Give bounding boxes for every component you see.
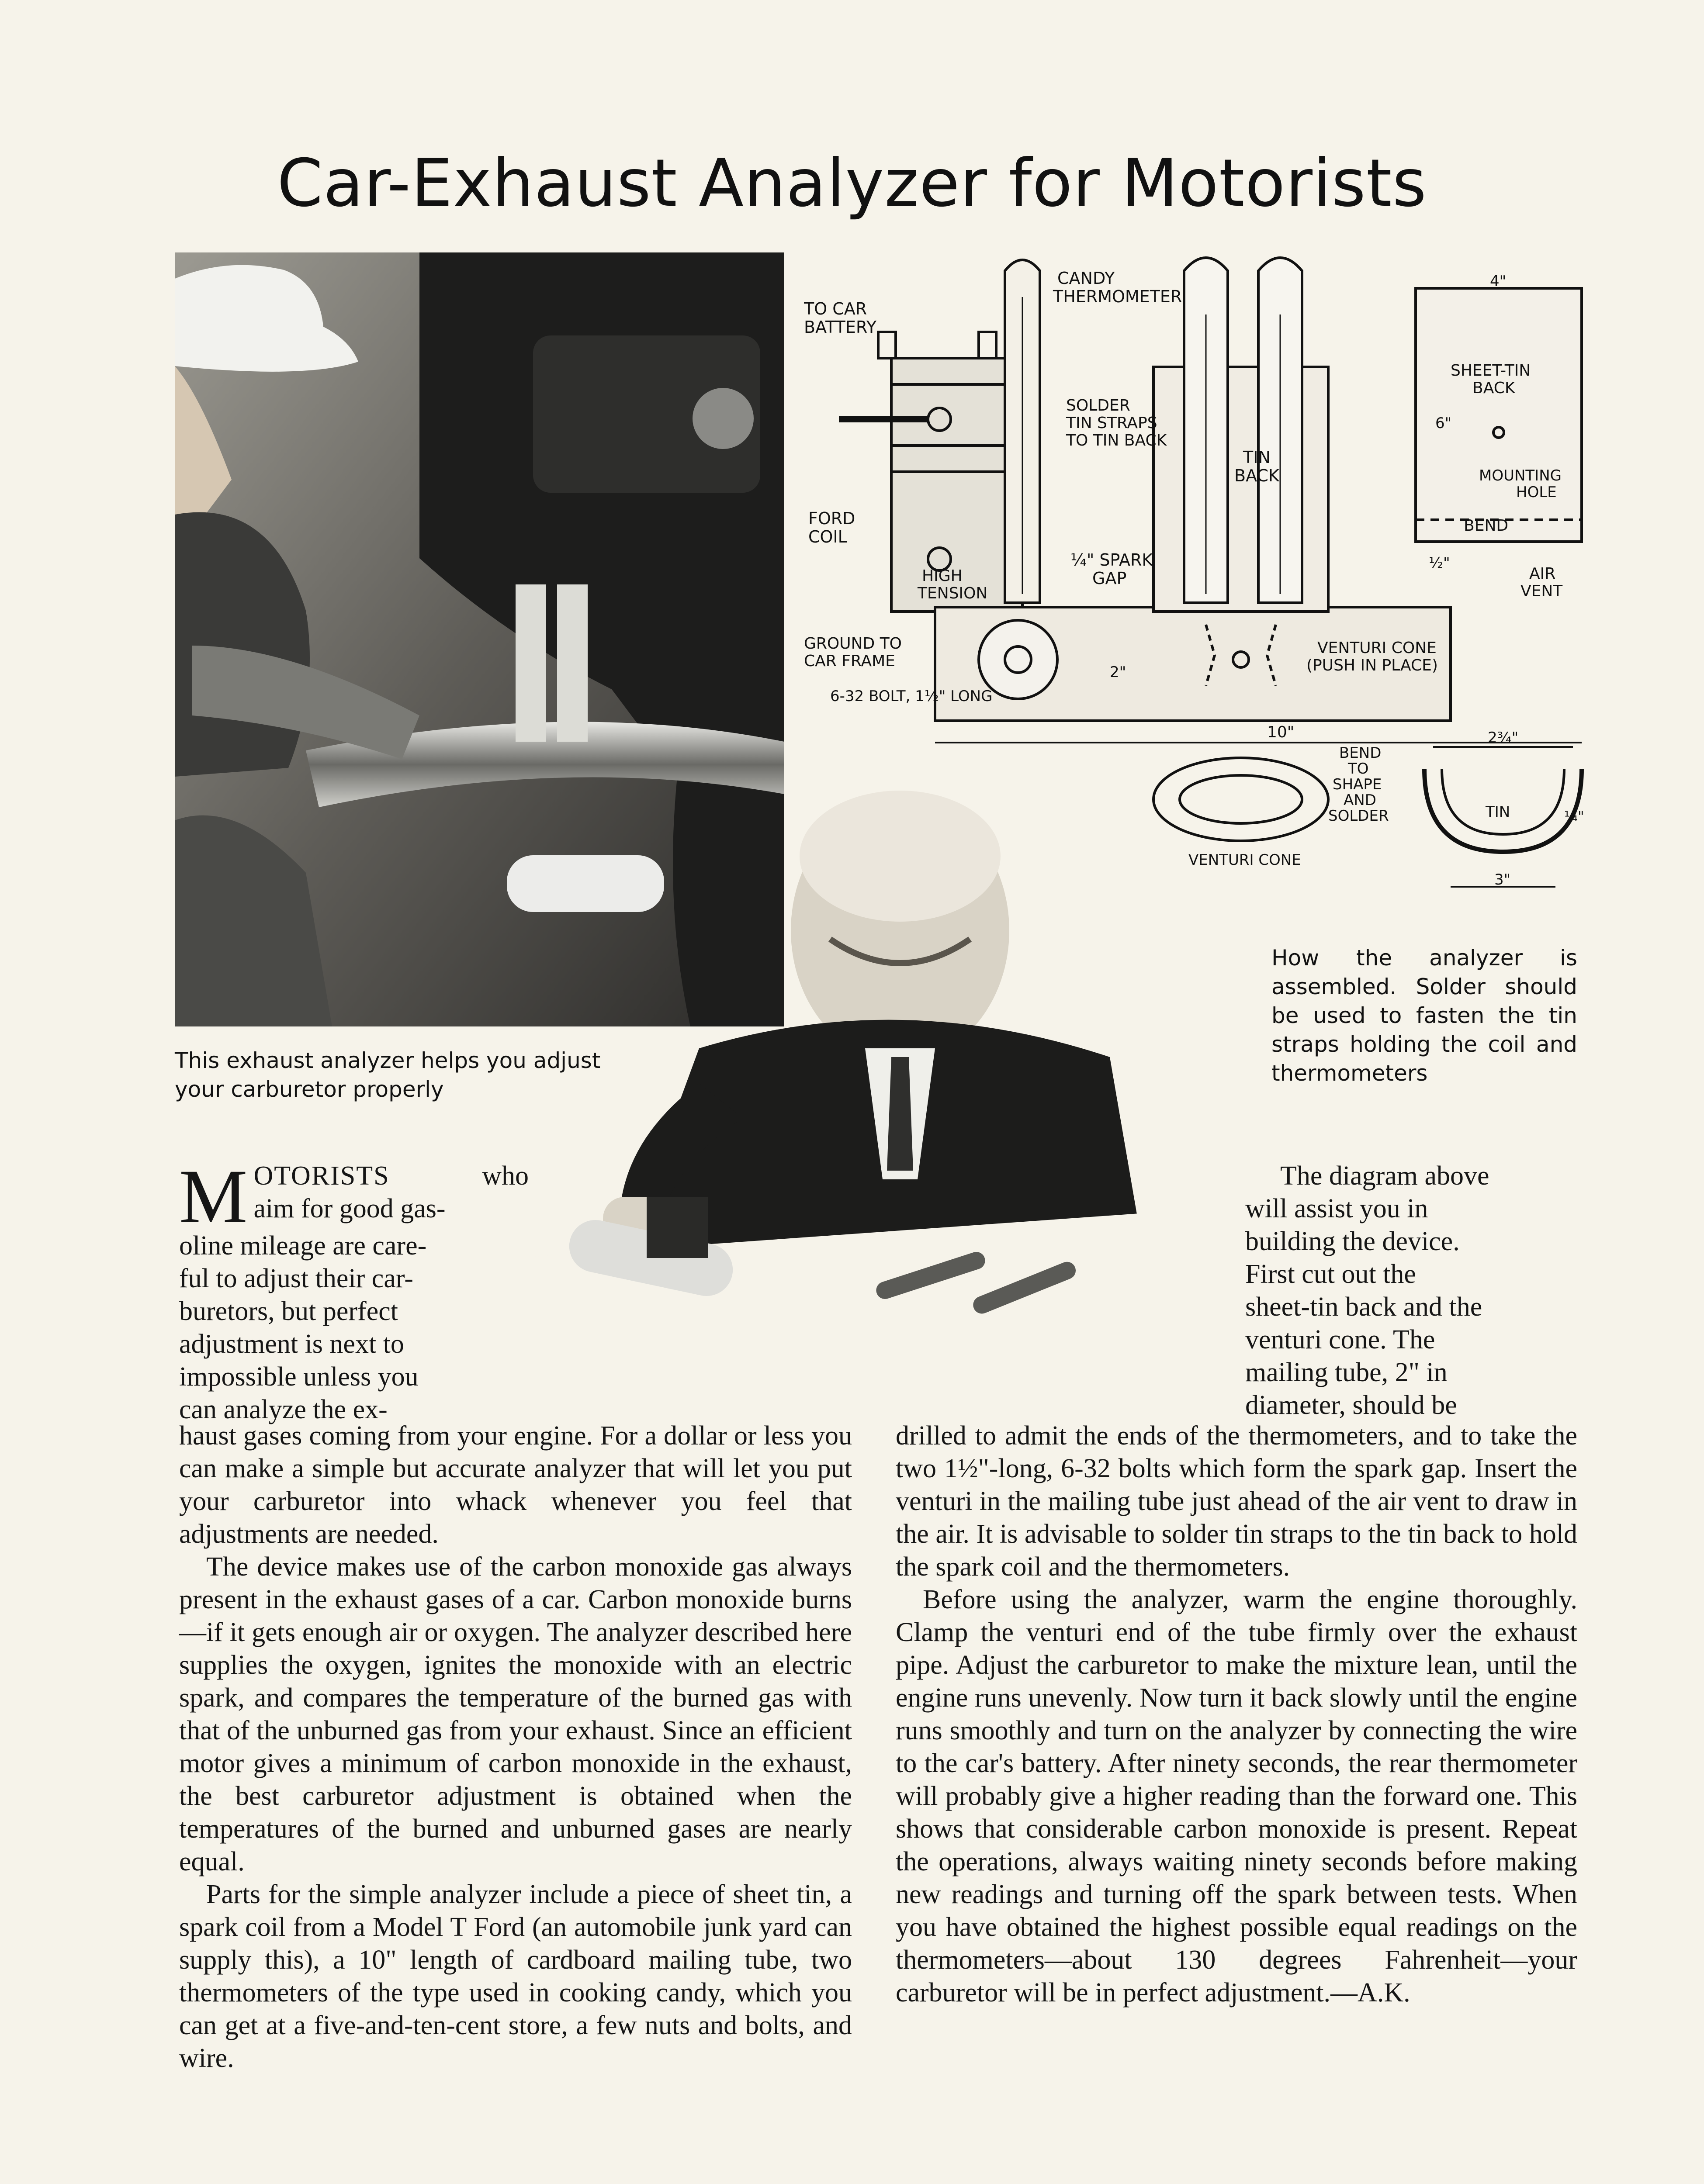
article-paragraph-1-rest: haust gases coming from your engine. For a dollar or less you can make a simple but accurate analyzer that will let you put your carburetor into whack whenever you feel that adjustments are needed.: [179, 1421, 852, 1549]
dim-quarter-inch: ¼": [1564, 808, 1584, 825]
label-venturi-cone: VENTURI CONE: [1188, 851, 1301, 869]
label-ford-coil: FORD COIL: [808, 509, 855, 546]
dim-two-three-quarter: 2¾": [1488, 729, 1519, 746]
assembly-diagram: [804, 245, 1590, 909]
dim-three-inch: 3": [1494, 871, 1511, 888]
article-paragraph-3: Parts for the simple analyzer include a piece of sheet tin, a spark coil from a Model T Ford (an automobile junk yard can supply this), a 10" length of cardboard mailing tube, two thermometers of the type used in cooking candy, which you can get at a five-and-ten-cent store, a few nuts and bolts, and wire.: [179, 1880, 852, 2073]
article-title: Car-Exhaust Analyzer for Motorists: [277, 145, 1427, 221]
lead-word: OTORISTS: [253, 1161, 390, 1191]
label-air-vent: AIR VENT: [1520, 565, 1563, 600]
diagram-caption: How the analyzer is assembled. Solder should be used to fasten the tin straps holding the coil and thermometers: [1271, 945, 1577, 1086]
article-column-right: [896, 1420, 1577, 2009]
article-paragraph-4-rest: drilled to admit the ends of the thermometers, and to take the two 1½"-long, 6-32 bolts which form the spark gap. Insert the venturi in the mailing tube just ahead of the air vent to draw in the air. It is advisable to solder tin straps to the tin back to hold the spark coil and the thermometers.: [896, 1421, 1577, 1582]
article-column-left: [179, 1420, 852, 2075]
label-candy-thermometer: CANDY THERMOMETER: [1053, 269, 1182, 306]
label-sheet-tin-back: SHEET-TIN BACK: [1451, 362, 1531, 397]
label-to-car-battery: TO CAR BATTERY: [804, 299, 877, 337]
label-tin: TIN: [1486, 803, 1510, 821]
dim-ten-inch: 10": [1267, 723, 1295, 741]
dim-half-inch: ½": [1429, 554, 1450, 572]
article-paragraph-4-wrapped: The diagram above will assist you in building the device. First cut out the sheet-tin back and the venturi cone. The mailing tube, 2" in diameter, should be: [1245, 1161, 1489, 1420]
article-paragraph-5: Before using the analyzer, warm the engine thoroughly. Clamp the venturi end of the tube firmly over the exhaust pipe. Adjust the carburetor to make the mixture lean, until the engine runs unevenly. Now turn it back slowly until the engine runs smoothly and turn on the analyzer by connecting the wire to the car's battery. After ninety seconds, the rear thermometer will probably give a higher reading than the forward one. This shows that considerable carbon monoxide is present. Repeat the operations, always waiting ninety seconds before making new readings and turning off the spark between tests. When you have obtained the highest possible equal readings on the thermometers—about 130 degrees Fahrenheit—your carburetor will be in perfect adjustment.—A.K.: [896, 1585, 1577, 2008]
article-paragraph-1-wrapped: M OTORISTS who aim for good gas- oline mileage are care- ful to adjust their car- buretors, but perfect adjustment is next to impossible unless you can analyze the ex-: [179, 1154, 529, 1424]
photo-left-caption: This exhaust analyzer helps you adjust your carburetor properly: [175, 1048, 601, 1102]
dim-four-inch: 4": [1490, 273, 1507, 290]
label-ground: GROUND TO CAR FRAME: [804, 635, 902, 670]
label-venturi-cone-push: VENTURI CONE (PUSH IN PLACE): [1306, 639, 1438, 674]
drop-cap: M: [179, 1154, 248, 1239]
label-spark-gap: ¼" SPARK GAP: [1070, 550, 1153, 588]
label-tin-back: TIN BACK: [1234, 448, 1279, 485]
label-solder-tin-straps: SOLDER TIN STRAPS TO TIN BACK: [1066, 397, 1167, 449]
label-high-tension: HIGH TENSION: [918, 567, 988, 602]
article-paragraph-2: The device makes use of the carbon monoxide gas always present in the exhaust gases of a car. Carbon monoxide burns—if it gets enough air or oxygen. The analyzer described here supplies the oxygen, ignites the monoxide with an electric spark, and compares the temperature of the burned gas with that of the unburned gas from your exhaust. Since an efficient motor gives a minimum of carbon monoxide in the exhaust, the best carburetor adjustment is obtained when the temperatures of the burned and unburned gases are nearly equal.: [179, 1552, 852, 1876]
label-bend: BEND: [1464, 517, 1509, 535]
dim-six-inch: 6": [1435, 415, 1452, 432]
dim-two-inch: 2": [1110, 663, 1126, 681]
label-bolt: 6-32 BOLT, 1½" LONG: [830, 688, 993, 705]
label-bend-to-shape: BEND TO SHAPE AND SOLDER: [1328, 744, 1389, 825]
label-mounting-hole: MOUNTING HOLE: [1479, 467, 1562, 501]
